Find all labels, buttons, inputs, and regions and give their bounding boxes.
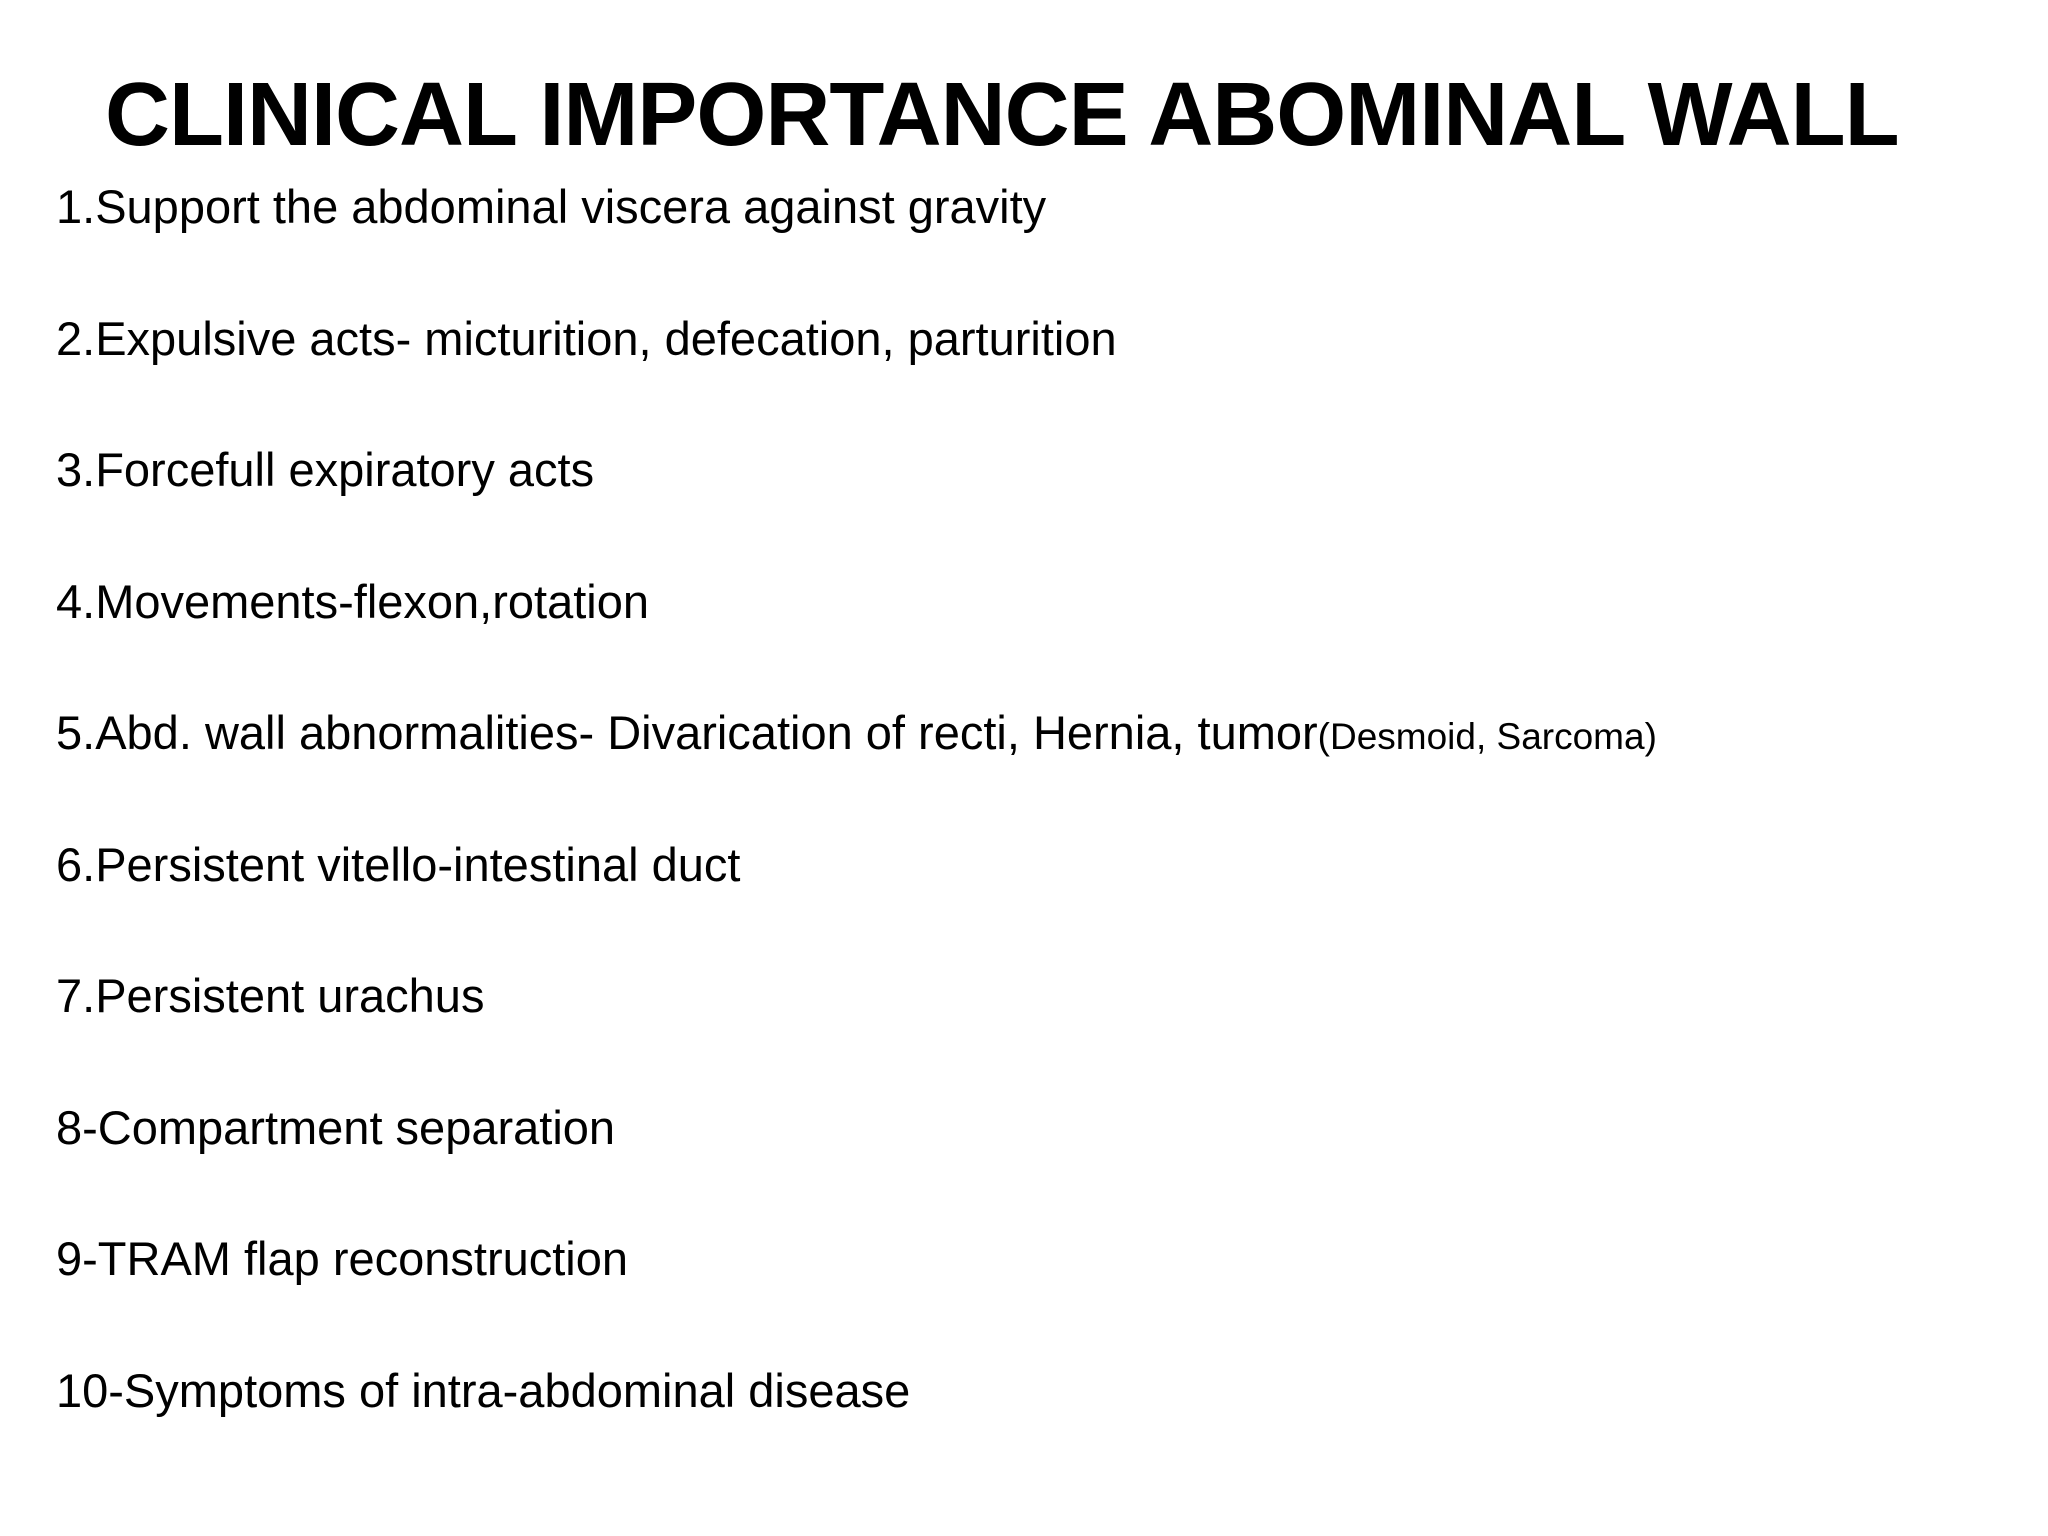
list-item <box>56 304 2016 436</box>
list-item <box>56 698 2016 830</box>
list-item <box>56 1224 2016 1356</box>
list-item <box>56 1356 2016 1488</box>
list-item <box>56 830 2016 962</box>
list-item-text: 8-Compartment separation <box>56 1100 616 1154</box>
list-item <box>56 435 2016 567</box>
list-item-note: (Desmoid, Sarcoma) <box>1317 716 1657 757</box>
list-item-text: 2.Expulsive acts- micturition, defecation, parturition <box>56 311 1117 365</box>
list-item-text: 1.Support the abdominal viscera against gravity <box>56 180 1047 233</box>
list-item-text: 3.Forcefull expiratory acts <box>56 443 595 496</box>
list-item-text: 5.Abd. wall abnormalities- Divarication of recti, Hernia, tumor <box>56 706 1318 759</box>
list-item-text: 6.Persistent vitello-intestinal duct <box>56 837 741 891</box>
list-item <box>56 172 2016 304</box>
slide-title: CLINICAL IMPORTANCE ABOMINAL WALL <box>105 65 1899 165</box>
list-item <box>56 1093 2016 1225</box>
list-item-text: 4.Movements-flexon,rotation <box>56 574 650 628</box>
list-item-text: 10-Symptoms of intra-abdominal disease <box>56 1363 911 1417</box>
list-item-text: 9-TRAM flap reconstruction <box>56 1232 629 1285</box>
list-item-text: 7.Persistent urachus <box>56 969 485 1022</box>
list-item <box>56 567 2016 699</box>
bullet-list <box>56 172 2016 1487</box>
list-item <box>56 961 2016 1093</box>
